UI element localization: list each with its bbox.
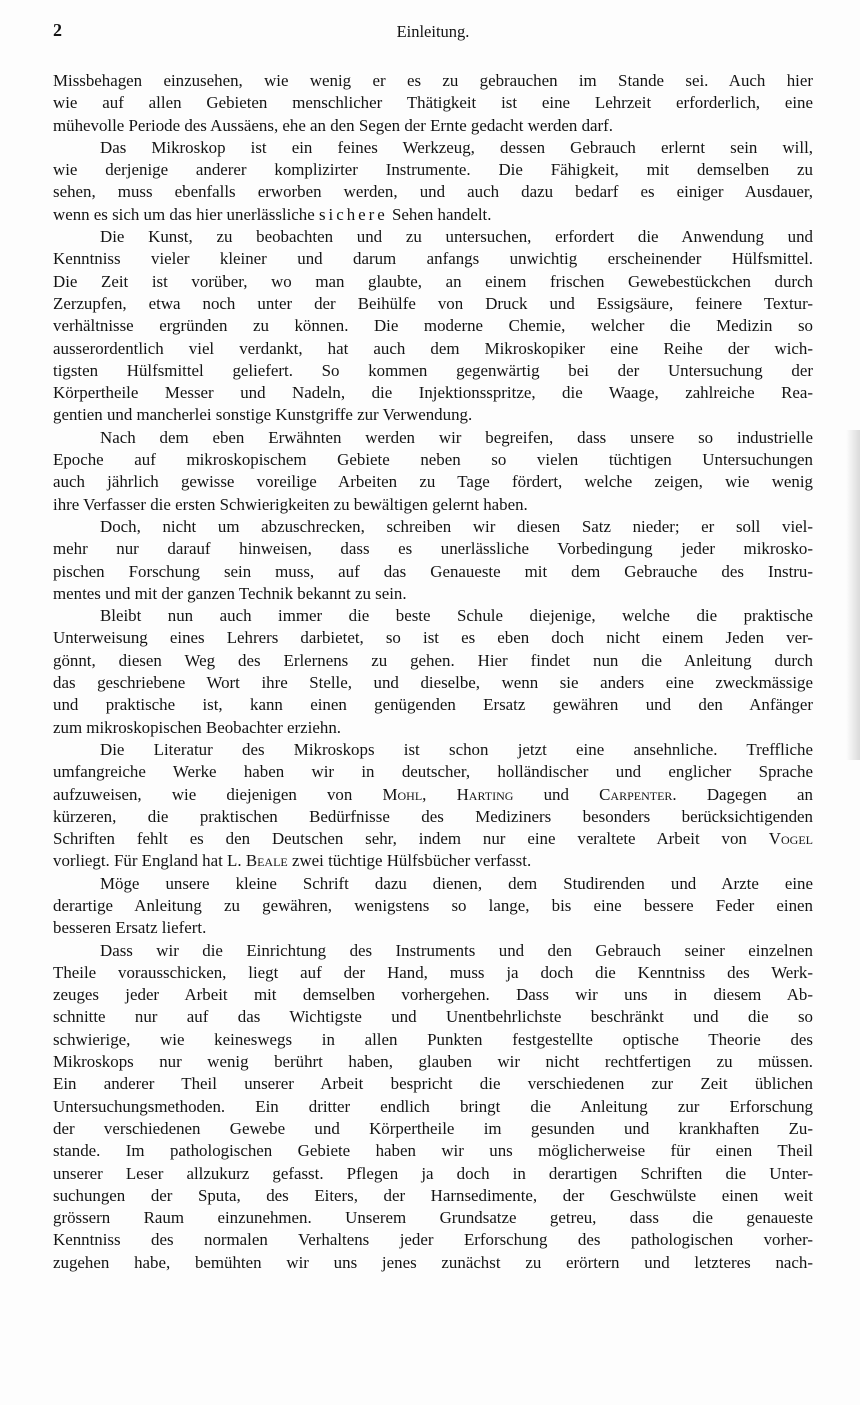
text-line: und praktische ist, kann einen genügenden Ersatz gewähren und den Anfänger [53,695,813,715]
text-line: auch jährlich gewisse voreilige Arbeiten zu Tage fördert, welche zeigen, wie wenig [53,472,813,492]
text-line: wie auf allen Gebieten menschlicher Thätigkeit ist eine Lehrzeit erforderlich, eine [53,93,813,113]
text-line: gönnt, diesen Weg des Erlernens zu gehen. Hier findet nun die Anleitung durch [53,650,813,670]
text-line: grössern Raum einzunehmen. Unserem Grundsatze getreu, dass die genaueste [53,1208,813,1228]
emphasis: sichere [318,204,388,224]
text-line: zum mikroskopischen Beobachter erziehn. [53,717,341,737]
text-line: Dass wir die Einrichtung des Instruments und den Gebrauch seiner einzelnen [100,940,813,960]
paragraph [53,137,813,226]
text-line: schwierige, wie keineswegs in allen Punkten festgestellte optische Theorie des [53,1029,813,1049]
text-line: Theile vorausschicken, liegt auf der Hand, muss ja doch die Kenntniss des Werk- [53,962,813,982]
text-line: Das Mikroskop ist ein feines Werkzeug, dessen Gebrauch erlernt sein will, [100,137,813,157]
text-line: unserer Leser allzukurz gefasst. Pflegen ja doch in derartigen Schriften die Unter- [53,1163,813,1183]
text-line: umfangreiche Werke haben wir in deutscher, holländischer und englicher Sprache [53,762,813,782]
text-line: derartige Anleitung zu gewähren, wenigstens so lange, bis eine bessere Feder einen [53,895,813,915]
author-name: Mohl [382,784,423,804]
running-head: Einleitung. [396,22,470,41]
text-line: mehr nur darauf hinweisen, dass es unerlässliche Vorbedingung jeder mikrosko- [53,539,813,559]
author-name: Beale [245,851,288,871]
text-line: Möge unsere kleine Schrift dazu dienen, dem Studirenden und Arzte eine [100,873,813,893]
text-line: kürzeren, die praktischen Bedürfnisse des Mediziners besonders berücksichtigenden [53,806,813,826]
text-line: das geschriebene Wort ihre Stelle, und dieselbe, wenn sie anders eine zweckmässige [53,673,813,693]
text-line: Zerzupfen, etwa noch unter der Beihülfe von Druck und Essigsäure, feinere Textur- [53,293,813,313]
text-line: der verschiedenen Gewebe und Körpertheile im gesunden und krankhaften Zu- [53,1118,813,1138]
paragraph [53,605,813,739]
text-line: sehen, muss ebenfalls erworben werden, und auch dazu bedarf es einiger Ausdauer, [53,182,813,202]
paragraph [53,70,813,137]
page-number: 2 [53,20,62,40]
text-line: Die Kunst, zu beobachten und zu untersuchen, erfordert die Anwendung und [100,227,813,247]
page-edge-shadow [846,430,860,760]
author-name: Vogel [768,829,813,849]
paragraph [53,873,813,940]
text-line: suchungen der Sputa, des Eiters, der Harnsedimente, der Geschwülste einen weit [53,1185,813,1205]
text-line: stande. Im pathologischen Gebiete haben wir uns möglicherweise für einen Theil [53,1141,813,1161]
text-line: pischen Forschung sein muss, auf das Genaueste mit dem Gebrauche des Instru- [53,561,813,581]
text-line: Ein anderer Theil unserer Arbeit bespricht die verschiedenen zur Zeit üblichen [53,1074,813,1094]
text-line: aufzuweisen, wie diejenigen von Mohl, Harting und Carpenter. Dagegen an [53,784,813,804]
text-line: ausserordentlich viel verdankt, hat auch dem Mikroskopiker eine Reihe der wich- [53,338,813,358]
author-name: Carpenter [599,784,673,804]
text-line: Nach dem eben Erwähnten werden wir begreifen, dass unsere so industrielle [100,427,813,447]
text-line: mühevolle Periode des Aussäens, ehe an den Segen der Ernte gedacht werden darf. [53,115,614,135]
text-line: wie derjenige anderer komplizirter Instrumente. Die Fähigkeit, mit demselben zu [53,160,813,180]
text-line: Körpertheile Messer und Nadeln, die Injektionsspritze, die Waage, zahlreiche Rea- [53,383,813,403]
text-line: Schriften fehlt es den Deutschen sehr, indem nur eine veraltete Arbeit von Vogel [53,829,813,849]
text-line: wenn es sich um das hier unerlässliche sichere Sehen handelt. [53,204,492,224]
text-line: tigsten Hülfsmittel geliefert. So kommen gegenwärtig bei der Untersuchung der [53,360,813,380]
body-text [53,70,813,1274]
text-line: mentes und mit der ganzen Technik bekannt zu sein. [53,583,407,603]
text-line: Die Zeit ist vorüber, wo man glaubte, an einem frischen Gewebestückchen durch [53,271,813,291]
text-line: besseren Ersatz liefert. [53,918,207,938]
paragraph [53,739,813,873]
text-line: Doch, nicht um abzuschrecken, schreiben wir diesen Satz nieder; er soll viel- [100,516,813,536]
text-line: Bleibt nun auch immer die beste Schule diejenige, welche die praktische [100,606,813,626]
text-line: Unterweisung eines Lehrers darbietet, so ist es eben doch nicht einem Jeden ver- [53,628,813,648]
text-line: gentien und mancherlei sonstige Kunstgriffe zur Verwendung. [53,405,473,425]
text-line: Kenntniss vieler kleiner und darum anfangs unwichtig erscheinender Hülfsmittel. [53,249,813,269]
text-line: Die Literatur des Mikroskops ist schon jetzt eine ansehnliche. Treffliche [100,739,813,759]
author-name: Harting [456,784,514,804]
text-line: Kenntniss des normalen Verhaltens jeder Erforschung des pathologischen vorher- [53,1230,813,1250]
text-line: vorliegt. Für England hat L. Beale zwei tüchtige Hülfsbücher verfasst. [53,851,532,871]
text-line: schnitte nur auf das Wichtigste und Unentbehrlichste beschränkt und die so [53,1007,813,1027]
text-line: ihre Verfasser die ersten Schwierigkeiten zu bewältigen gelernt haben. [53,494,528,514]
paragraph [53,940,813,1274]
text-line: zugehen habe, bemühten wir uns jenes zunächst zu erörtern und letzteres nach- [53,1252,813,1272]
paragraph [53,516,813,605]
text-line: Epoche auf mikroskopischem Gebiete neben so vielen tüchtigen Untersuchungen [53,450,813,470]
text-line: verhältnisse ergründen zu können. Die moderne Chemie, welcher die Medizin so [53,316,813,336]
paragraph [53,226,813,427]
text-line: Missbehagen einzusehen, wie wenig er es zu gebrauchen im Stande sei. Auch hier [53,71,813,90]
text-line: zeuges jeder Arbeit mit demselben vorhergehen. Dass wir uns in diesem Ab- [53,985,813,1005]
paragraph [53,427,813,516]
text-line: Mikroskops nur wenig berührt haben, glauben wir nicht rechtfertigen zu müssen. [53,1052,813,1072]
text-line: Untersuchungsmethoden. Ein dritter endlich bringt die Anleitung zur Erforschung [53,1096,813,1116]
page-header [53,20,813,44]
